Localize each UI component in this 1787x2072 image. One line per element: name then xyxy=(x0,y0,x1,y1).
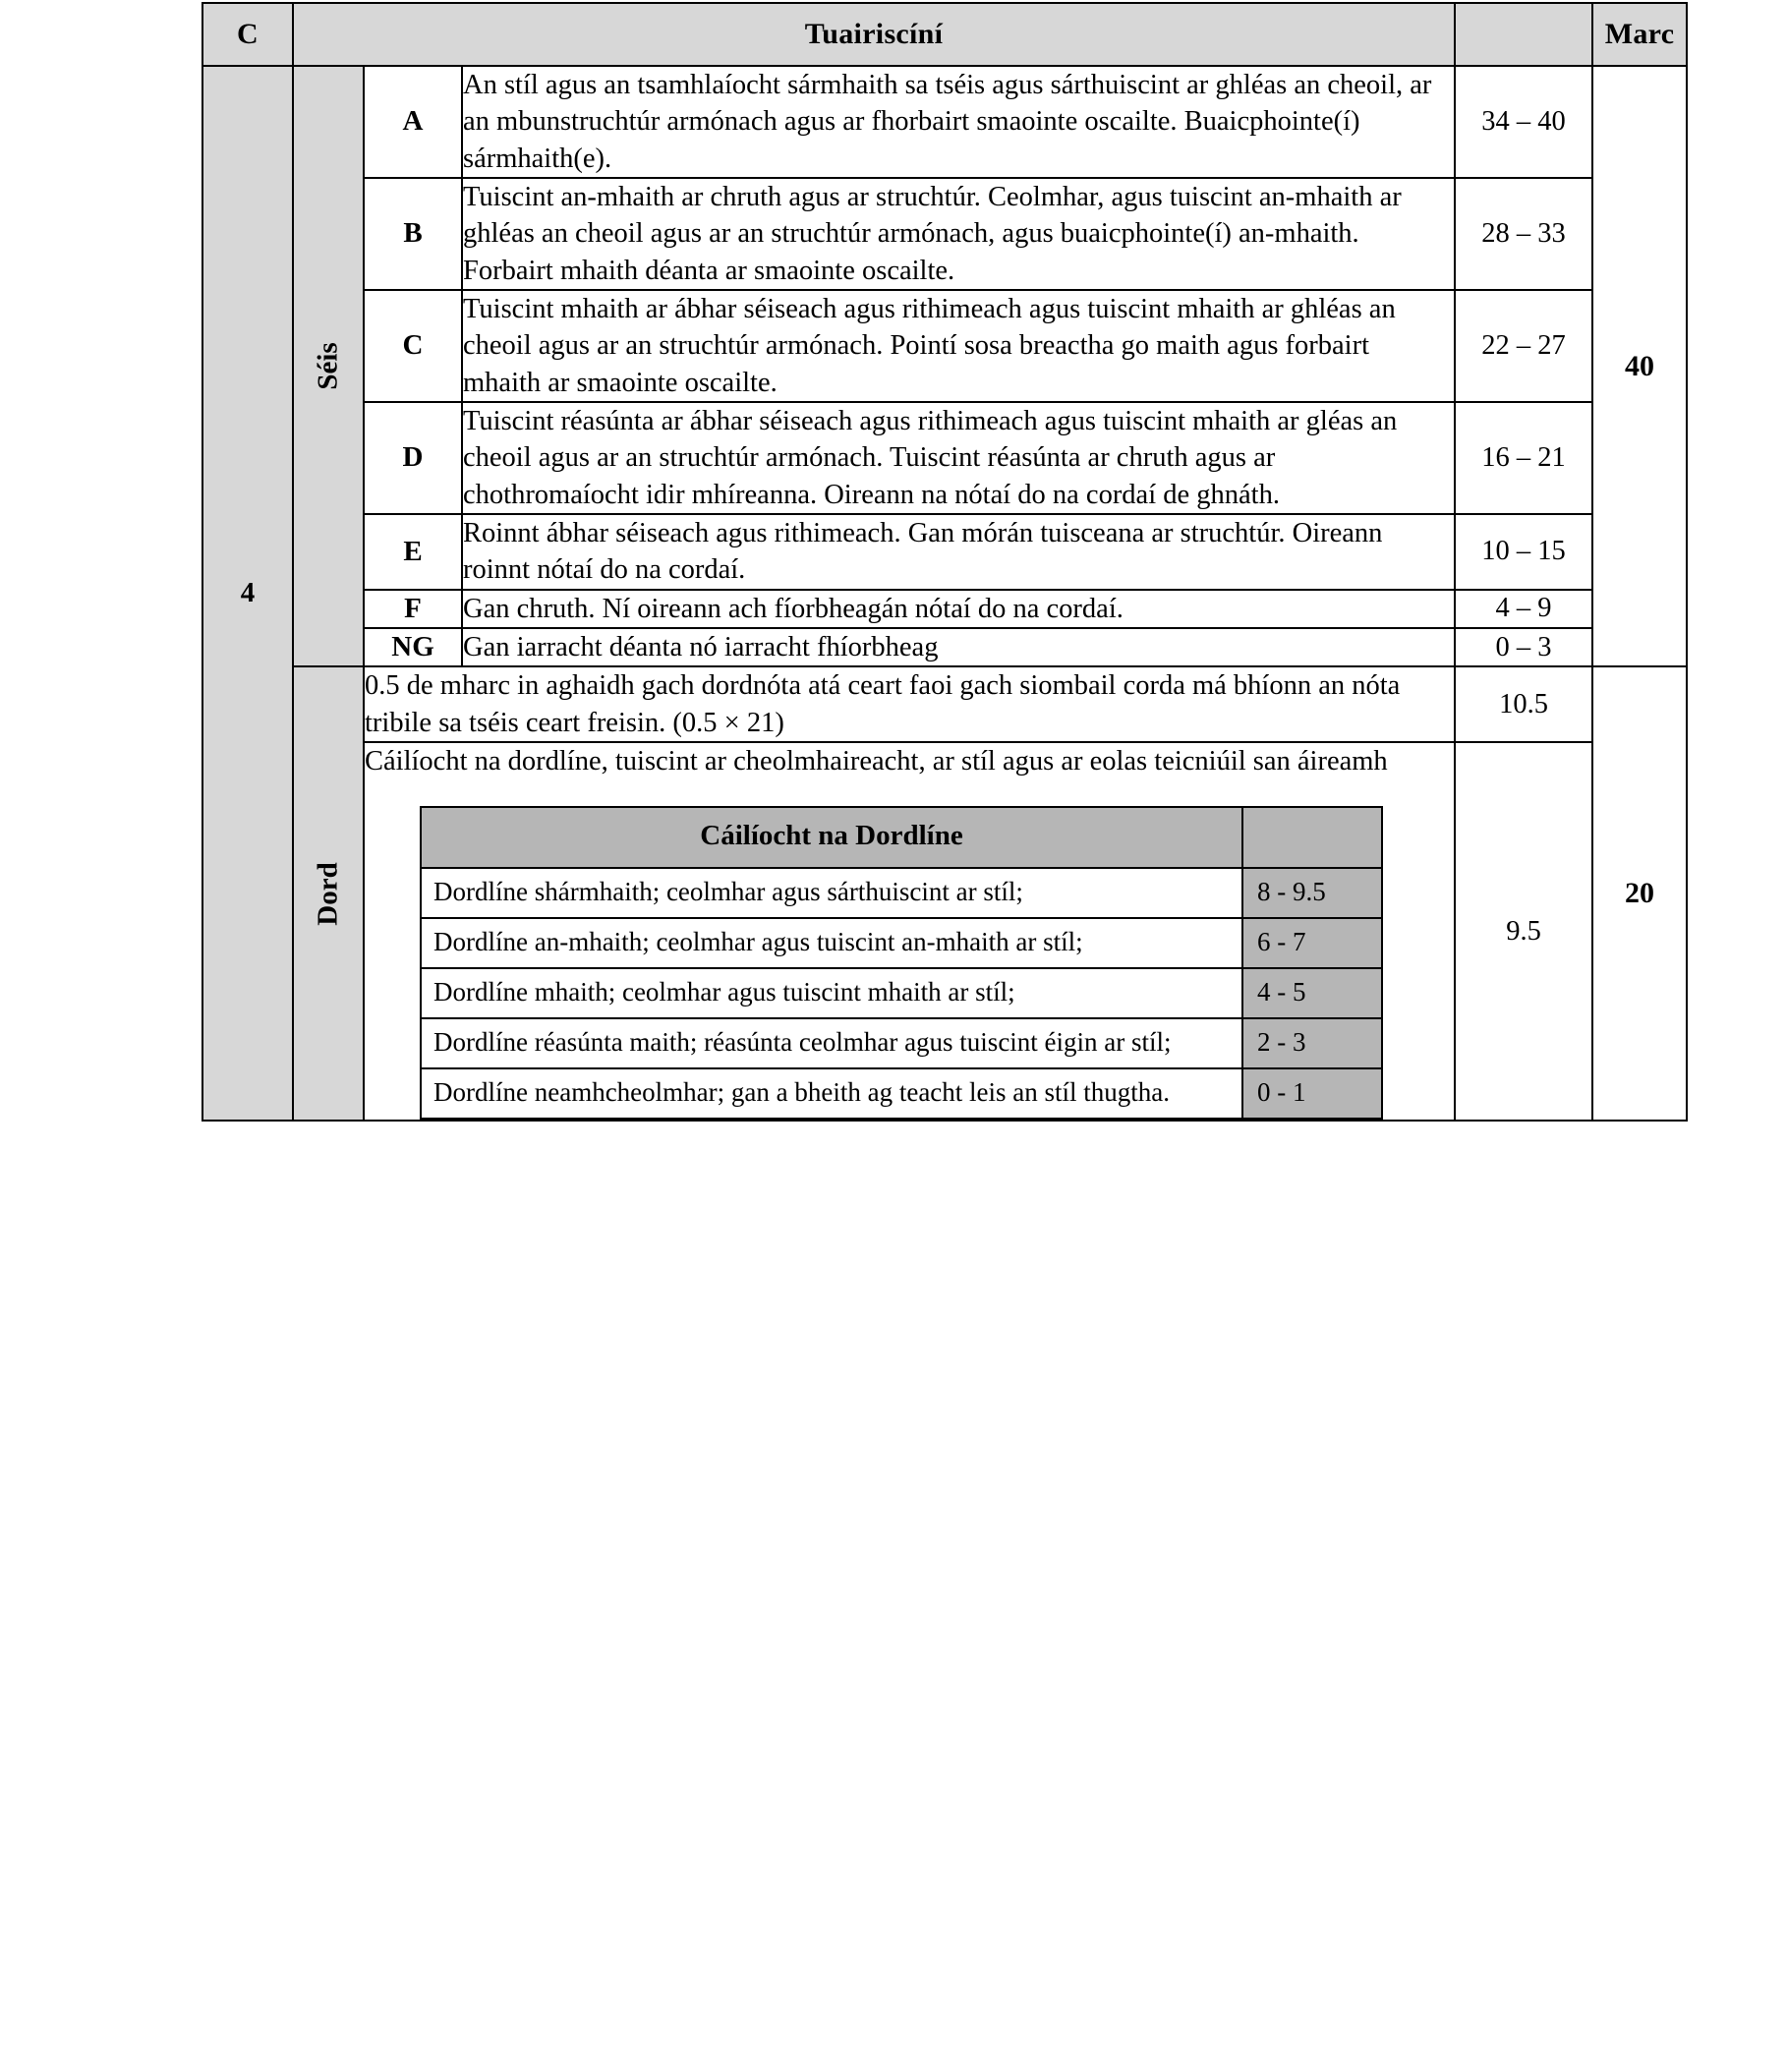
dordline-quality-table xyxy=(420,806,1383,1120)
table-row xyxy=(202,290,1687,402)
dord-quality-intro: Cáilíocht na dordlíne, tuiscint ar cheolmhaireacht, ar stíl agus ar eolas teicniúil san áireamh xyxy=(365,746,1388,777)
section-total-mark: 20 xyxy=(1592,666,1687,1121)
dordline-mark: 2 - 3 xyxy=(1242,1018,1382,1068)
table-row xyxy=(202,514,1687,590)
table-row xyxy=(202,742,1687,1121)
table-header-row xyxy=(202,3,1687,66)
question-number: 4 xyxy=(202,66,293,1121)
dordline-mark: 4 - 5 xyxy=(1242,968,1382,1018)
dordline-description: Dordlíne an-mhaith; ceolmhar agus tuiscint an-mhaith ar stíl; xyxy=(421,918,1242,968)
dordline-row xyxy=(421,868,1382,918)
grade-label: B xyxy=(364,178,462,290)
dordline-mark: 6 - 7 xyxy=(1242,918,1382,968)
mark-range: 34 – 40 xyxy=(1455,66,1592,178)
header-descriptors: Tuairiscíní xyxy=(293,3,1455,66)
dordline-row xyxy=(421,968,1382,1018)
grade-description: Gan iarracht déanta nó iarracht fhíorbheag xyxy=(462,628,1455,666)
dordline-description: Dordlíne mhaith; ceolmhar agus tuiscint mhaith ar stíl; xyxy=(421,968,1242,1018)
grade-description: Tuiscint an-mhaith ar chruth agus ar struchtúr. Ceolmhar, agus tuiscint an-mhaith ar ghléas an cheoil agus ar an struchtúr armónach, agus buaicphointe(í) an-mhaith. Forbairt mhaith déanta ar smaointe oscailte. xyxy=(462,178,1455,290)
dord-note-mark: 10.5 xyxy=(1455,666,1592,742)
section-label-seis xyxy=(293,66,364,666)
dord-quality-block xyxy=(364,742,1455,1121)
dordline-description: Dordlíne neamhcheolmhar; gan a bheith ag teacht leis an stíl thugtha. xyxy=(421,1068,1242,1119)
grade-label: E xyxy=(364,514,462,590)
table-row xyxy=(202,402,1687,514)
table-row xyxy=(202,178,1687,290)
section-label-text: Dord xyxy=(312,862,344,926)
grade-description: An stíl agus an tsamhlaíocht sármhaith sa tséis agus sárthuiscint ar ghléas an cheoil, ar an mbunstruchtúr armónach agus ar fhorbairt smaointe oscailte. Buaicphointe(í) sármhaith(e). xyxy=(462,66,1455,178)
table-row xyxy=(202,628,1687,666)
table-row xyxy=(202,590,1687,628)
grade-description: Roinnt ábhar séiseach agus rithimeach. Gan mórán tuisceana ar struchtúr. Oireann roinnt nótaí do na cordaí. xyxy=(462,514,1455,590)
mark-range: 16 – 21 xyxy=(1455,402,1592,514)
dordline-description: Dordlíne shármhaith; ceolmhar agus sárthuiscint ar stíl; xyxy=(421,868,1242,918)
table-row xyxy=(202,66,1687,178)
dordline-row xyxy=(421,918,1382,968)
header-question-code: C xyxy=(202,3,293,66)
dord-quality-mark: 9.5 xyxy=(1455,742,1592,1121)
grade-description: Tuiscint réasúnta ar ábhar séiseach agus rithimeach agus tuiscint mhaith ar gléas an cheoil agus ar an struchtúr armónach. Tuiscint réasúnta ar chruth agus ar chothromaíocht idir mhíreanna. Oireann na nótaí do na cordaí de ghnáth. xyxy=(462,402,1455,514)
dordline-mark: 0 - 1 xyxy=(1242,1068,1382,1119)
header-marc: Marc xyxy=(1592,3,1687,66)
grade-label: NG xyxy=(364,628,462,666)
table-row xyxy=(202,666,1687,742)
grade-label: C xyxy=(364,290,462,402)
dord-note-text: 0.5 de mharc in aghaidh gach dordnóta atá ceart faoi gach siombail corda má bhíonn an nóta tribile sa tséis ceart freisin. (0.5 × 21) xyxy=(364,666,1455,742)
marking-scheme-table xyxy=(202,2,1688,1122)
grade-description: Tuiscint mhaith ar ábhar séiseach agus rithimeach agus tuiscint mhaith ar ghléas an cheoil agus ar an struchtúr armónach. Pointí sosa breactha go maith agus forbairt mhaith ar smaointe oscailte. xyxy=(462,290,1455,402)
dordline-title: Cáilíocht na Dordlíne xyxy=(421,807,1242,868)
grade-label: A xyxy=(364,66,462,178)
mark-range: 10 – 15 xyxy=(1455,514,1592,590)
mark-range: 0 – 3 xyxy=(1455,628,1592,666)
grade-label: D xyxy=(364,402,462,514)
dordline-description: Dordlíne réasúnta maith; réasúnta ceolmhar agus tuiscint éigin ar stíl; xyxy=(421,1018,1242,1068)
dordline-header-row xyxy=(421,807,1382,868)
mark-range: 28 – 33 xyxy=(1455,178,1592,290)
dordline-header-mark-blank xyxy=(1242,807,1382,868)
dordline-row xyxy=(421,1018,1382,1068)
dordline-row xyxy=(421,1068,1382,1119)
section-label-text: Séis xyxy=(312,342,344,390)
grade-description: Gan chruth. Ní oireann ach fíorbheagán nótaí do na cordaí. xyxy=(462,590,1455,628)
dordline-mark: 8 - 9.5 xyxy=(1242,868,1382,918)
section-total-mark: 40 xyxy=(1592,66,1687,666)
mark-range: 22 – 27 xyxy=(1455,290,1592,402)
grade-label: F xyxy=(364,590,462,628)
section-label-dord xyxy=(293,666,364,1121)
header-marks-spacer xyxy=(1455,3,1592,66)
mark-range: 4 – 9 xyxy=(1455,590,1592,628)
